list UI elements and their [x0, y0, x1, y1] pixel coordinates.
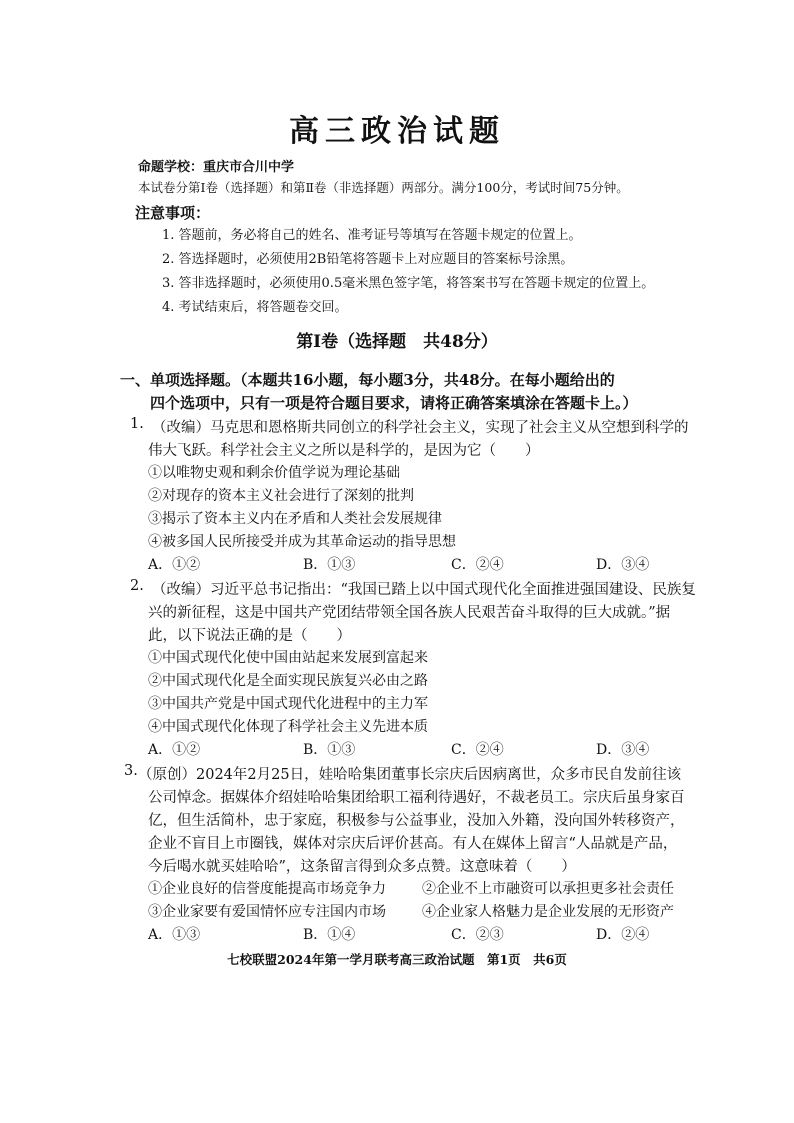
section-title: 第Ⅰ卷（选择题 共48分）: [296, 332, 498, 352]
question-3-choice-b: B．①④: [303, 927, 356, 943]
question-2-option: ④中国式现代化体现了科学社会主义先进本质: [148, 719, 428, 735]
question-2-choice-d: D．③④: [596, 742, 650, 758]
question-1-option: ③揭示了资本主义内在矛盾和人类社会发展规律: [148, 511, 442, 527]
question-1-choice-a: A．①②: [148, 557, 201, 573]
intro-text: 本试卷分第Ⅰ卷（选择题）和第Ⅱ卷（非选择题）两部分。满分100分，考试时间75分钟。: [138, 180, 629, 195]
question-2-choice-b: B．①③: [303, 742, 356, 758]
question-3-choice-a: A．①③: [148, 927, 201, 943]
question-3-choice-c: C．②③: [451, 927, 504, 943]
question-3-option: ④企业家人格魅力是企业发展的无形资产: [422, 904, 674, 920]
notice-item: 1. 答题前，务必将自己的姓名、准考证号等填写在答题卡规定的位置上。: [162, 228, 582, 243]
question-2-option: ①中国式现代化使中国由站起来发展到富起来: [148, 650, 428, 666]
question-1-option: ④被多国人民所接受并成为其革命运动的指导思想: [148, 534, 456, 550]
part-heading-line-2: 四个选项中，只有一项是符合题目要求，请将正确答案填涂在答题卡上。）: [150, 394, 638, 412]
question-3-stem: 公司悼念。据媒体介绍娃哈哈集团给职工福利待遇好，不裁老员工。宗庆后虽身家百: [148, 790, 685, 806]
question-1-stem: （改编）马克思和恩格斯共同创立的科学社会主义，实现了社会主义从空想到科学的: [152, 420, 689, 436]
question-3-option: ③企业家要有爱国情怀应专注国内市场: [148, 904, 386, 920]
question-1-stem: 伟大飞跃。科学社会主义之所以是科学的，是因为它（ ）: [148, 443, 540, 459]
question-3-stem: 企业不盲目上市圈钱，媒体对宗庆后评价甚高。有人在媒体上留言“人品就是产品，: [148, 836, 678, 852]
question-3-option: ②企业不上市融资可以承担更多社会责任: [422, 881, 674, 897]
part-heading-line-1: 一、单项选择题。（本题共16小题，每小题3分，共48分。在每小题给出的: [120, 371, 615, 389]
question-2-stem: （改编）习近平总书记指出：“我国已踏上以中国式现代化全面推进强国建设、民族复: [152, 582, 696, 598]
question-2-number: 2.: [130, 578, 144, 594]
question-3-stem: 今后喝水就买娃哈哈”，这条留言得到众多点赞。这意味着（ ）: [148, 859, 576, 875]
question-2-option: ②中国式现代化是全面实现民族复兴必由之路: [148, 673, 428, 689]
question-2-choice-c: C．②④: [451, 742, 504, 758]
question-2-choice-a: A．①②: [148, 742, 201, 758]
question-1-choice-c: C．②④: [451, 557, 504, 573]
notice-heading: 注意事项：: [135, 204, 211, 222]
page-footer: 七校联盟2024年第一学月联考高三政治试题 第1页 共6页: [227, 952, 567, 967]
question-3-stem: （原创）2024年2月25日，娃哈哈集团董事长宗庆后因病离世，众多市民自发前往该: [138, 767, 682, 783]
notice-item: 4. 考试结束后，将答题卷交回。: [162, 300, 348, 315]
page-title: 高三政治试题: [289, 114, 505, 149]
question-1-option: ②对现存的资本主义社会进行了深刻的批判: [148, 488, 414, 504]
question-2-option: ③中国共产党是中国式现代化进程中的主力军: [148, 696, 428, 712]
question-1-choice-d: D．③④: [596, 557, 650, 573]
question-3-stem: 亿，但生活简朴，忠于家庭，积极参与公益事业，没加入外籍，没向国外转移资产，: [148, 813, 685, 829]
question-1-choice-b: B．①③: [303, 557, 356, 573]
school-line: 命题学校：重庆市合川中学: [138, 160, 295, 175]
question-1-number: 1.: [130, 416, 144, 432]
notice-item: 2. 答选择题时，必须使用2B铅笔将答题卡上对应题目的答案标号涂黑。: [162, 252, 574, 267]
question-3-option: ①企业良好的信誉度能提高市场竞争力: [148, 881, 386, 897]
question-3-number: 3.: [124, 763, 138, 779]
question-1-option: ①以唯物史观和剩余价值学说为理论基础: [148, 465, 400, 481]
question-2-stem: 此，以下说法正确的是（ ）: [148, 628, 351, 644]
question-2-stem: 兴的新征程，这是中国共产党团结带领全国各族人民艰苦奋斗取得的巨大成就。”据: [148, 605, 671, 621]
question-3-choice-d: D．②④: [596, 927, 650, 943]
notice-item: 3. 答非选择题时，必须使用0.5毫米黑色签字笔，将答案书写在答题卡规定的位置上。: [162, 276, 655, 291]
